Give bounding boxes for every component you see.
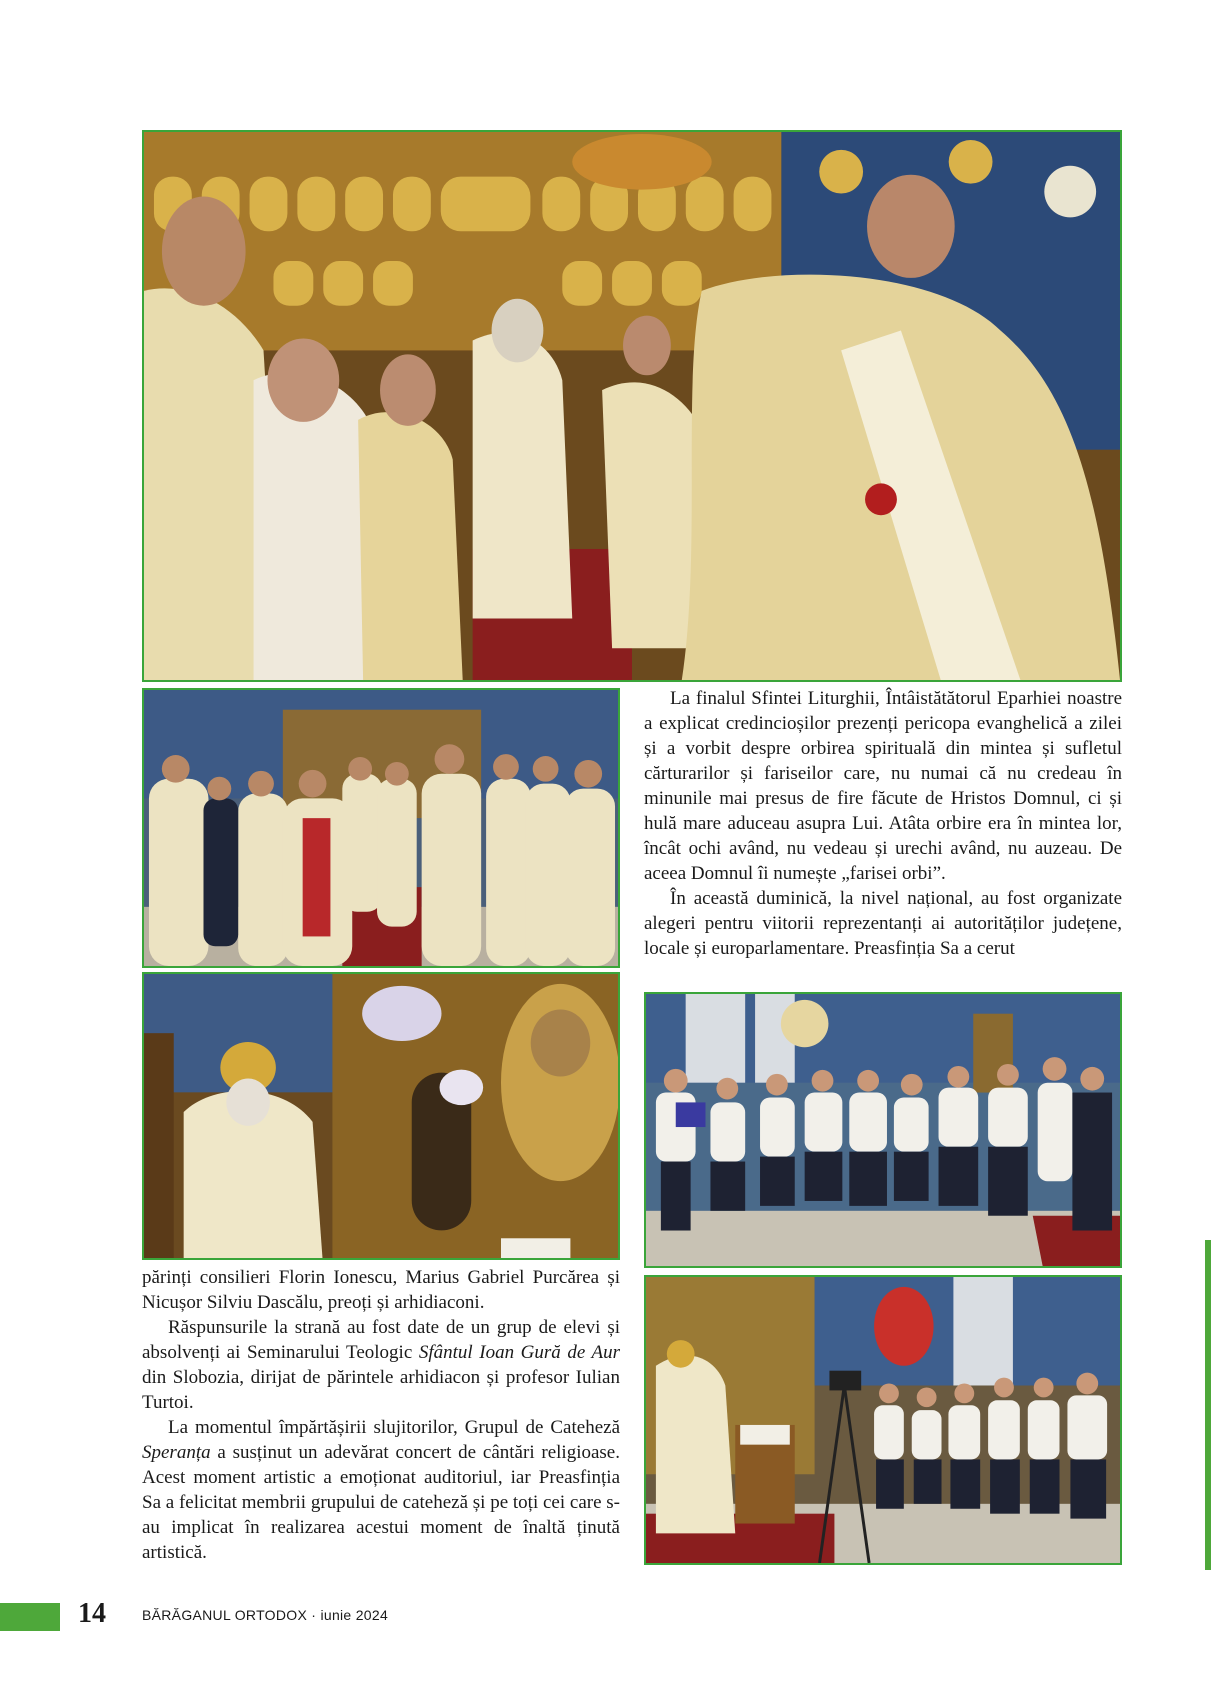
photo-bishop-blessing	[142, 972, 620, 1260]
article-paragraph-concert: La momentul împărtășirii slujitorilor, Grupul de Cateheză Speranța a susținut un adevărat concert de cântări religioase. Acest moment artistic a emoționat auditoriul, iar Preasfinția Sa a felicitat membrii grupului de cateheză și pe toți cei care s-au implicat în realizarea acestui moment de înaltă ținută artistică.	[142, 1417, 620, 1563]
photo-choir-camera	[644, 1275, 1122, 1565]
page-number: 14	[78, 1598, 106, 1629]
article-paragraph-homily: La finalul Sfintei Liturghii, Întâistătătorul Eparhiei noastre a explicat credincioșilor prezenți pericopa evanghelică a zilei și a vorbit despre orbirea spirituală din mintea și sufletul cărturarilor și fariseilor care, nu numai că nu credeau în minunile mai presus de fire făcute de Hristos Domnul, ci și hulă mare aduceau asupra Lui. Atâta orbire era în mintea lor, încât ochi având, nu vedeau și urechi având, nu auzeau. De aceea Domnul îi numește „farisei orbi”.	[644, 688, 1122, 884]
photo-clergy-group	[142, 688, 620, 968]
article-paragraph-continuation: părinți consilieri Florin Ionescu, Marius Gabriel Purcărea și Nicușor Silviu Dascălu, preoți și arhidiaconi.	[142, 1267, 620, 1313]
article-column-left	[142, 1265, 620, 1565]
article-paragraph-elections: În această duminică, la nivel național, au fost organizate alegeri pentru viitorii reprezentanți ai autorităților județene, locale și europarlamentare. Preasfinția Sa a cerut	[644, 888, 1122, 959]
photo-liturgy-iconostasis	[142, 130, 1122, 682]
seminary-name: Sfântul Ioan Gură de Aur	[418, 1342, 621, 1363]
edge-accent-bar	[1205, 1240, 1211, 1570]
footer-accent-bar	[0, 1603, 60, 1631]
article-column-right	[644, 686, 1122, 961]
publication-title: BĂRĂGANUL ORTODOX · iunie 2024	[142, 1607, 389, 1623]
article-paragraph-choir: Răspunsurile la strană au fost date de un grup de elevi și absolvenți ai Seminarului Teologic Sfântul Ioan Gură de Aur din Slobozia, dirijat de părintele arhidiacon și profesor Iulian Turtoi.	[142, 1317, 621, 1413]
photo-children-choir	[644, 992, 1122, 1268]
catechesis-group-name: Speranța	[142, 1442, 211, 1463]
